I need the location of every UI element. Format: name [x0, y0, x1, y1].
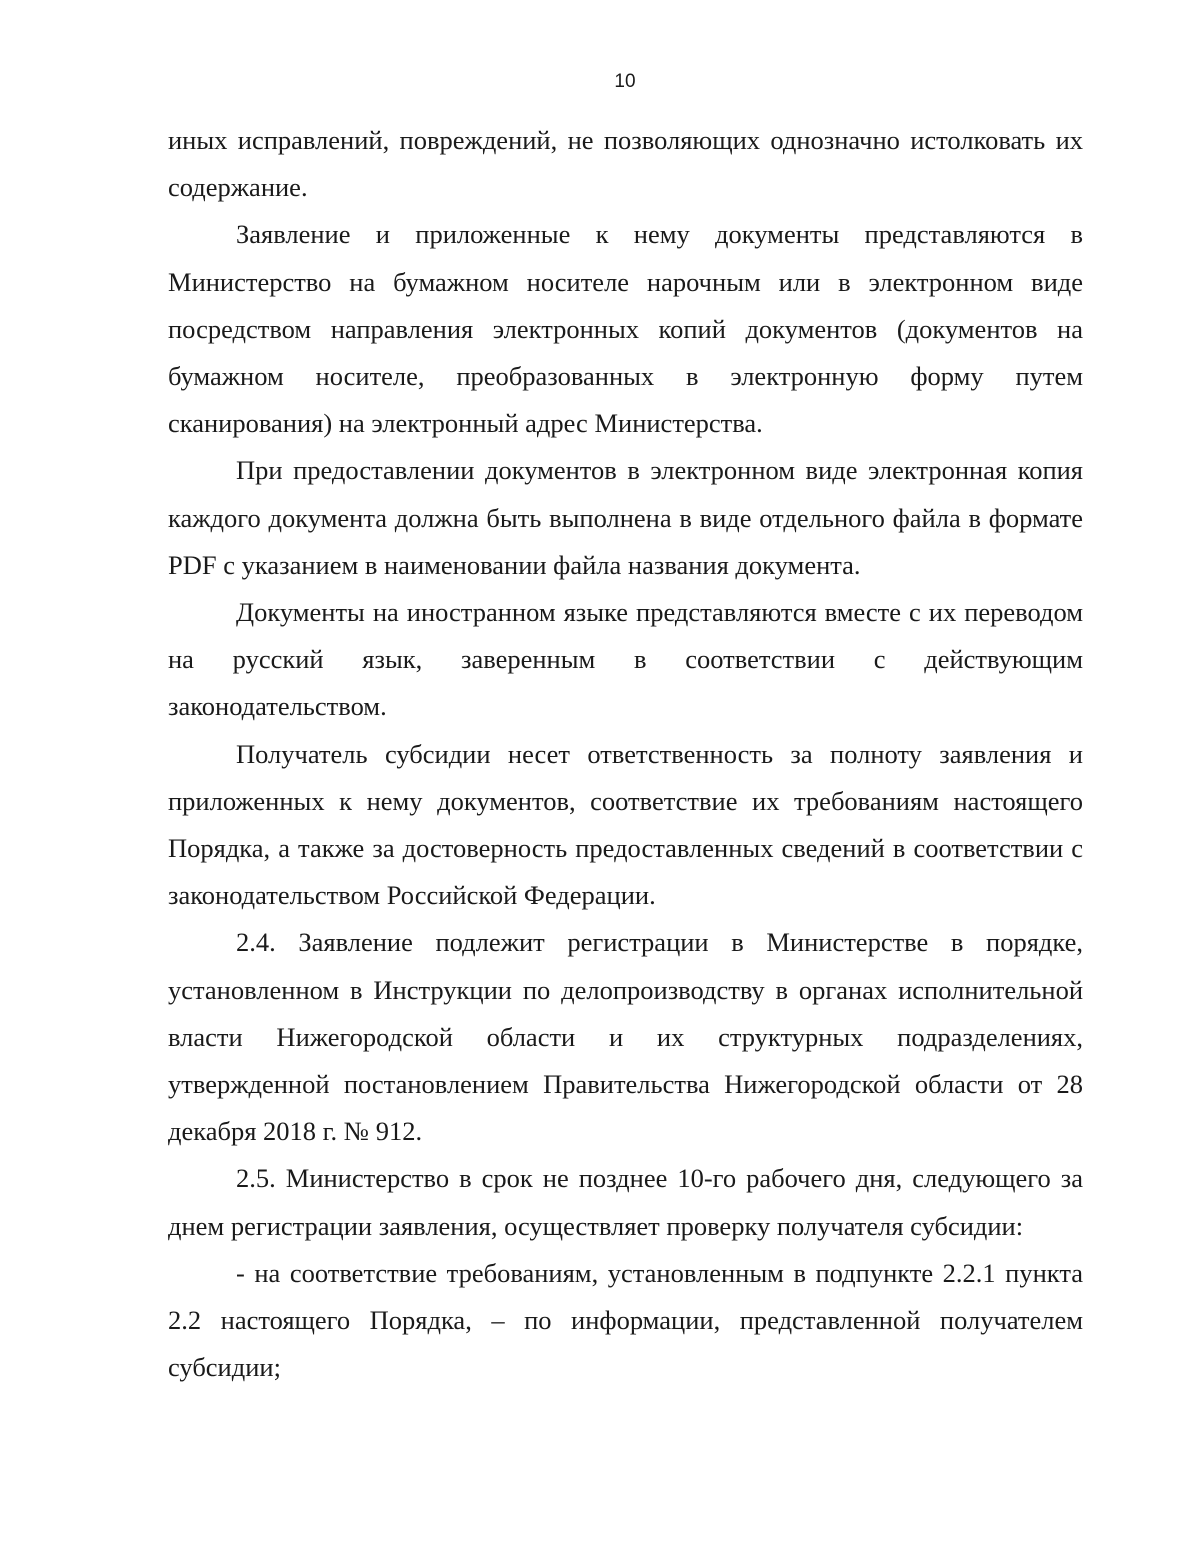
paragraph-submission-method: Заявление и приложенные к нему документы представляются в Министерство на бумажном носителе нарочным или в электронном виде посредством направления электронных копий документов (документов на бумажном носителе, преобразованных в электронную форму путем сканирования) на электронный адрес Министерства.	[168, 219, 1083, 439]
paragraph-electronic-format: При предоставлении документов в электронном виде электронная копия каждого документа должна быть выполнена в виде отдельного файла в формате PDF с указанием в наименовании файла названия документа.	[168, 455, 1083, 580]
paragraph-2-5-verification: 2.5. Министерство в срок не позднее 10-го рабочего дня, следующего за днем регистрации заявления, осуществляет проверку получателя субсидии:	[168, 1163, 1083, 1241]
paragraph-continuation: иных исправлений, повреждений, не позволяющих однозначно истолковать их содержание.	[168, 125, 1083, 203]
document-body	[168, 117, 1083, 1391]
page-number: 10	[614, 71, 636, 92]
paragraph-2-4-registration: 2.4. Заявление подлежит регистрации в Министерстве в порядке, установленном в Инструкции по делопроизводству в органах исполнительной власти Нижегородской области и их структурных подразделениях, утвержденной постановлением Правительства Нижегородской области от 28 декабря 2018 г. № 912.	[168, 927, 1083, 1147]
paragraph-responsibility: Получатель субсидии несет ответственность за полноту заявления и приложенных к нему документов, соответствие их требованиям настоящего Порядка, а также за достоверность предоставленных сведений в соответствии с законодательством Российской Федерации.	[168, 738, 1083, 911]
paragraph-verification-item: - на соответствие требованиям, установленным в подпункте 2.2.1 пункта 2.2 настоящего Порядка, – по информации, представленной получателем субсидии;	[168, 1257, 1083, 1383]
paragraph-foreign-language: Документы на иностранном языке представляются вместе с их переводом на русский язык, заверенным в соответствии с действующим законодательством.	[168, 597, 1083, 722]
